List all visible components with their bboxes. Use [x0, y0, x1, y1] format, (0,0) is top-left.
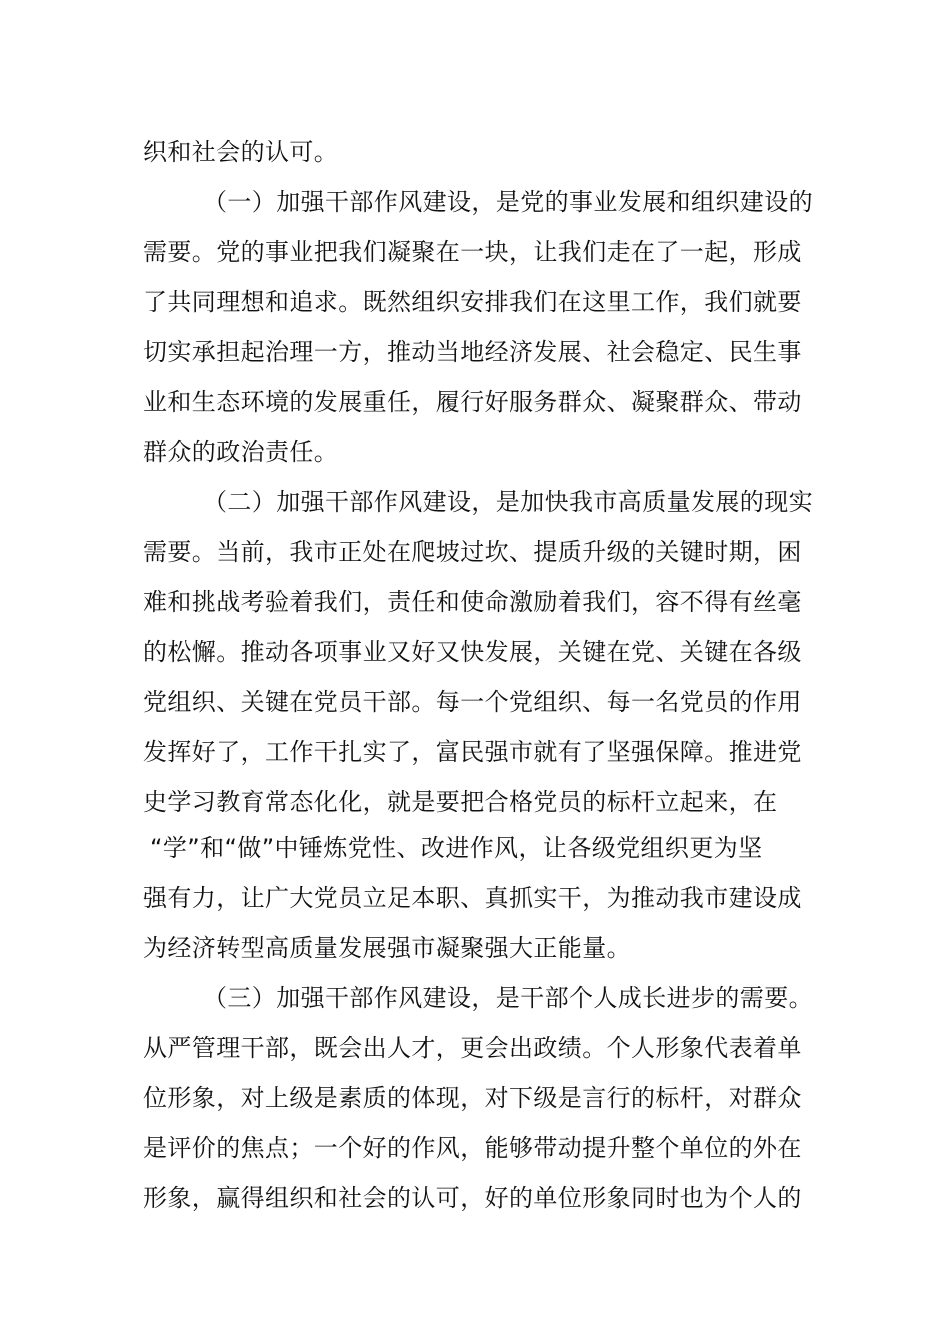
- text-line: 党组织、关键在党员干部。每一个党组织、每一名党员的作用: [143, 688, 802, 716]
- text-line: 为经济转型高质量发展强市凝聚强大正能量。: [143, 934, 631, 962]
- text-line: 需要。当前，我市正处在爬坡过坎、提质升级的关键时期，困: [143, 538, 802, 566]
- text-line: 业和生态环境的发展重任，履行好服务群众、凝聚群众、带动: [143, 388, 802, 416]
- text-line: 从严管理干部，既会出人才，更会出政绩。个人形象代表着单: [143, 1034, 802, 1062]
- section-heading-3: （三）加强干部作风建设，是干部个人成长进步的需要。: [203, 984, 813, 1012]
- text-line: 难和挑战考验着我们，责任和使命激励着我们，容不得有丝毫: [143, 588, 802, 616]
- section-heading-2: （二）加强干部作风建设，是加快我市高质量发展的现实: [203, 488, 813, 516]
- text-line: 发挥好了，工作干扎实了，富民强市就有了坚强保障。推进党: [143, 738, 802, 766]
- text-line: 群众的政治责任。: [143, 438, 339, 466]
- text-line: 史学习教育常态化化，就是要把合格党员的标杆立起来，在: [143, 788, 778, 816]
- text-line: 强有力，让广大党员立足本职、真抓实干，为推动我市建设成: [143, 884, 802, 912]
- section-heading-1: （一）加强干部作风建设，是党的事业发展和组织建设的: [203, 188, 813, 216]
- text-line: 需要。党的事业把我们凝聚在一块，让我们走在了一起，形成: [143, 238, 802, 266]
- text-line: 了共同理想和追求。既然组织安排我们在这里工作，我们就要: [143, 288, 802, 316]
- text-line: 是评价的焦点；一个好的作风，能够带动提升整个单位的外在: [143, 1134, 802, 1162]
- text-line: 位形象，对上级是素质的体现，对下级是言行的标杆，对群众: [143, 1084, 802, 1112]
- text-line: 的松懈。推动各项事业又好又快发展，关键在党、关键在各级: [143, 638, 802, 666]
- text-line: 织和社会的认可。: [143, 138, 339, 166]
- text-line: 切实承担起治理一方，推动当地经济发展、社会稳定、民生事: [143, 338, 802, 366]
- text-line: 形象，赢得组织和社会的认可，好的单位形象同时也为个人的: [143, 1184, 802, 1212]
- text-line: “学”和“做”中锤炼党性、改进作风，让各级党组织更为坚: [150, 834, 763, 862]
